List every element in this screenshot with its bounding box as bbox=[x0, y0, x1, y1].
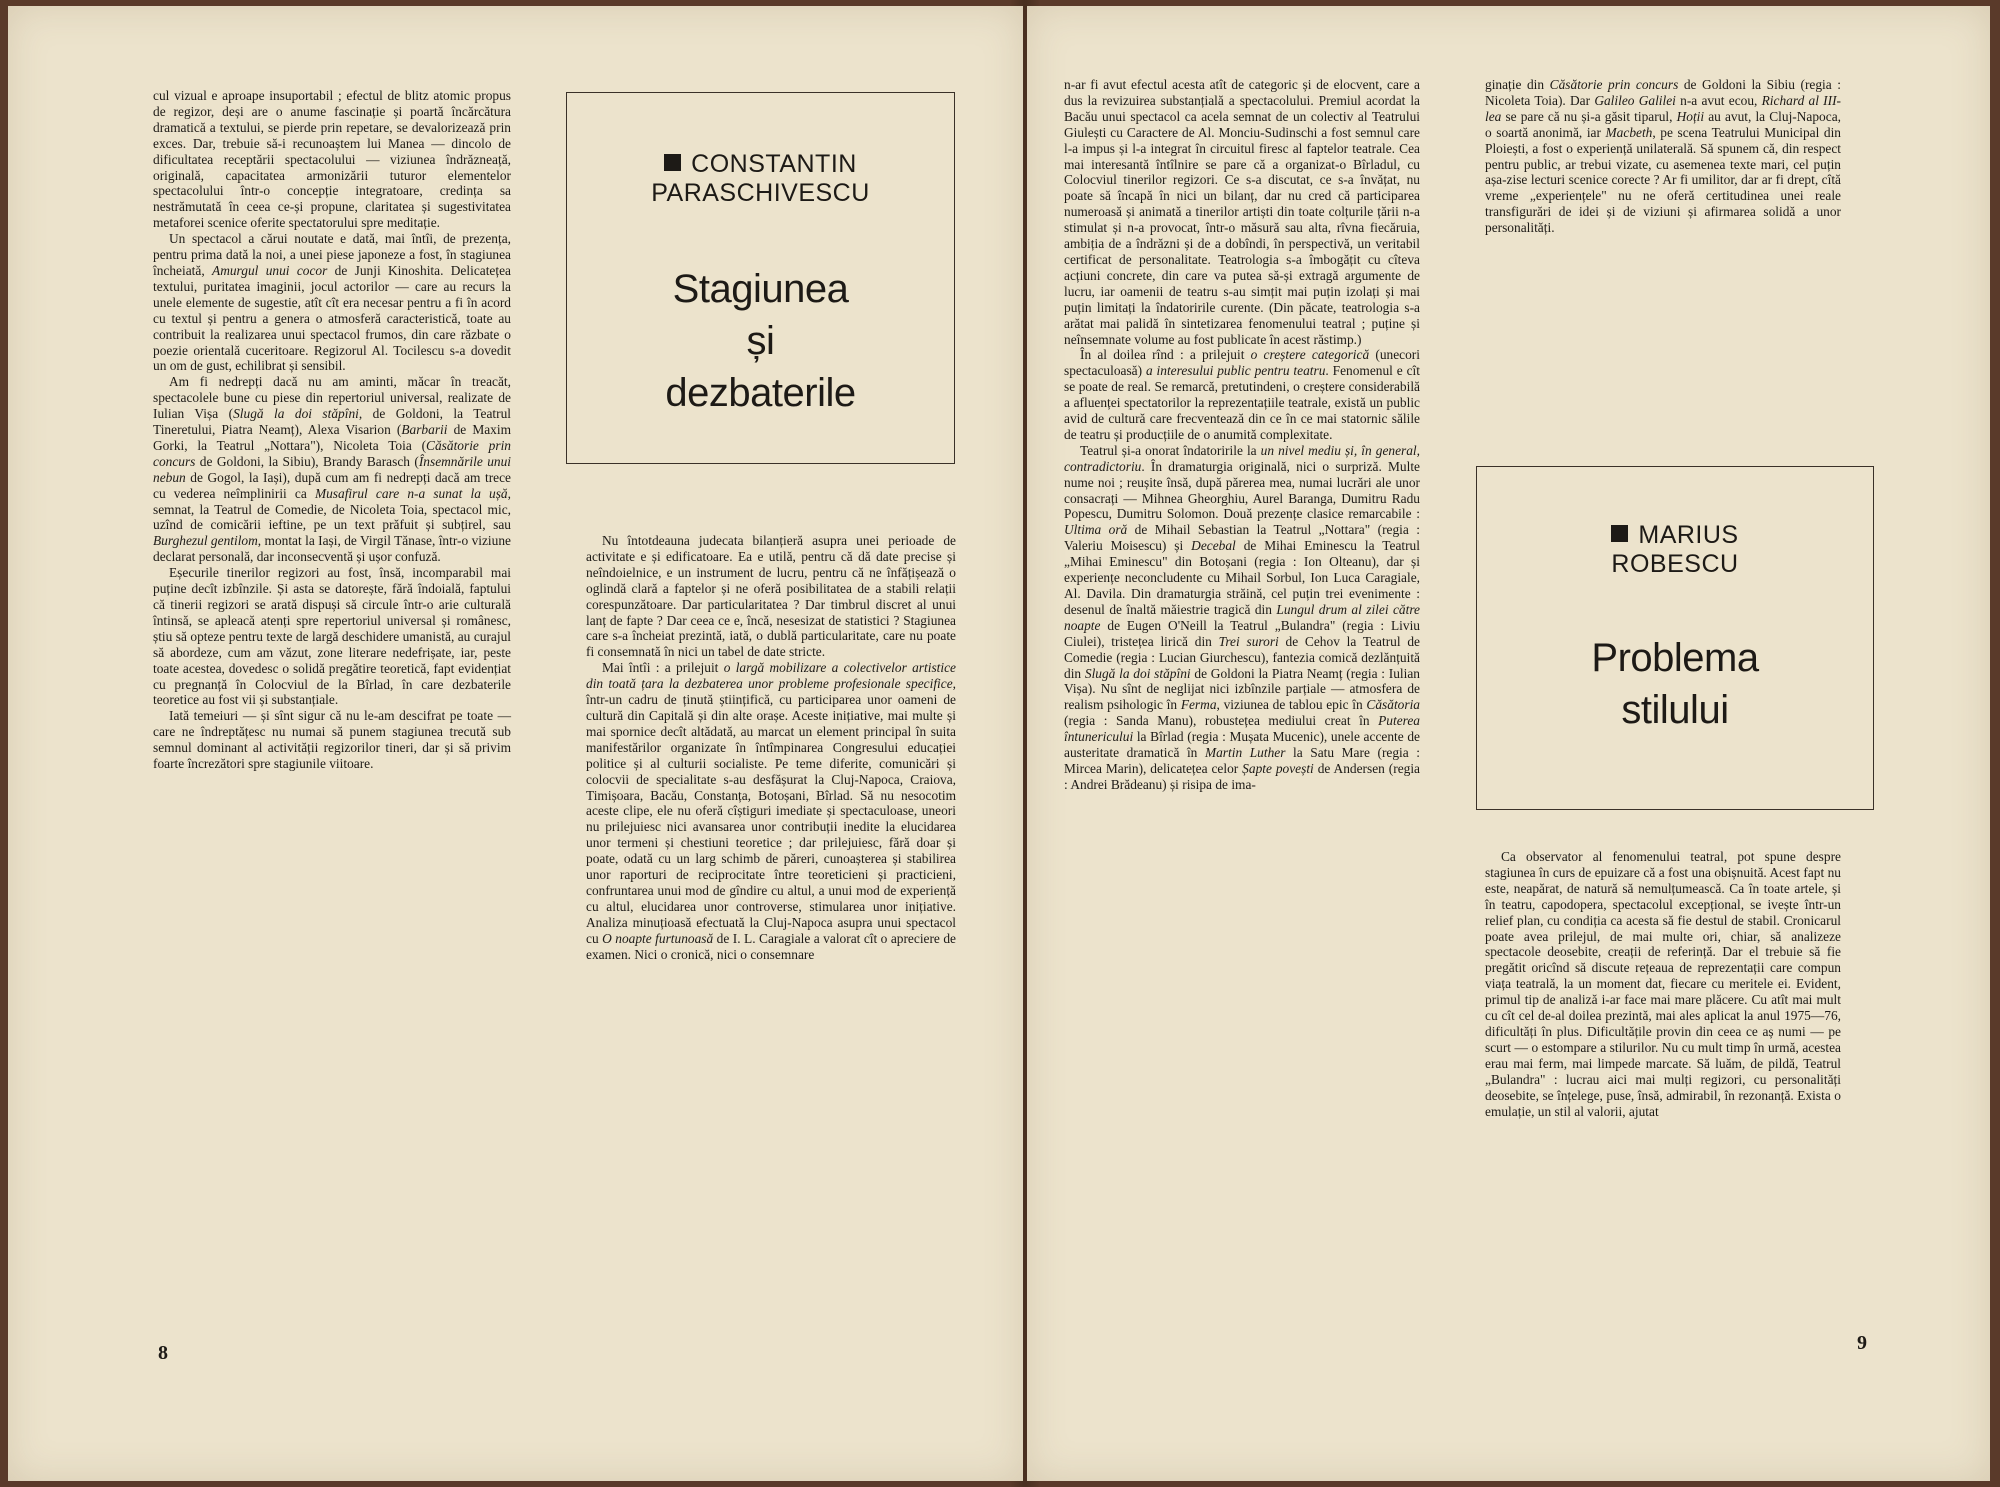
paragraph: cul vizual e aproape insuportabil ; efectul de blitz atomic propus de regizor, deși are o anume fascinație și poartă încărcătura dramatică a textului, se pierde prin repetare, se devalorizează prin exces. Dar, trebuie să-i recunoaștem lui Manea — dincolo de dificultatea receptării spectacolului — viziunea îndrăzneață, originală, capacitatea armonizării tuturor elementelor spectacolului într-o concepție integratoare, credința sa nestrămutată în ceea ce-și propune, claritatea și sugestivitatea metaforei scenice oferite spectatorului spre meditație. bbox=[153, 88, 511, 231]
left-page bbox=[8, 6, 1023, 1481]
page-number: 8 bbox=[158, 1342, 168, 1364]
paragraph: ginație din Căsătorie prin concurs de Goldoni la Sibiu (regia : Nicoleta Toia). Dar Galileo Galilei n-a avut ecou, Richard al III-lea se pare că nu și-a găsit tiparul, Hoții au avut, la Cluj-Napoca, o soartă anonimă, iar Macbeth, pe scena Teatrului Municipal din Ploiești, a fost o experiență unilaterală. Să spunem că, din respect pentru public, ar trebui vizate, cu asemenea texte mari, cel puțin așa-zise lecturi scenice corecte ? Ar fi umilitor, dar ar fi drept, cîtă vreme „experiențele" nu ne oferă certitudinea unei reale transfigurări de idei și de viziuni și afirmarea solidă a unor personalități. bbox=[1485, 77, 1842, 236]
article-author: MARIUS ROBESCU bbox=[1611, 521, 1739, 578]
left-column-2 bbox=[586, 533, 956, 962]
article-title: Stagiunea și dezbaterile bbox=[665, 267, 856, 415]
paragraph: n-ar fi avut efectul acesta atît de categoric și de elocvent, care a dus la revizuirea substanțială a spectacolului. Premiul acordat la Bacău unui spectacol ca acela semnat de un colectiv al Teatrului Giulești cu Caractere de Al. Monciu-Sudinschi a fost semnul care l-a impus și l-a integrat în circuitul firesc al faptelor teatrale. Cea mai interesantă întîlnire se pare că a organizat-o Bîrladul, cu Colocviul tinerilor regizori. Ce s-a discutat, ce s-a învățat, nu poate să încapă în nici un bilanț, dar nu cred că participarea numeroasă și animată a tinerilor artiști din toate colțurile țării n-a stimulat și n-a provocat, într-o măsură sau alta, rîvna fiecăruia, ambiția de a îndrăzni și de a dobîndi, în perspectivă, un veritabil certificat de personalitate. Teatrologia s-a îmbogățit cu cîteva acțiuni concrete, din care va putea să-și extragă argumente de lucru, iar oamenii de teatru s-au simțit mai puțin izolați și mai puțin limitați la îndatoririle curente. (Din păcate, teatrologia s-a arătat mai palidă în sintetizarea fenomenului teatral ; puține și neînsemnate volume au fost publicate în acest răstimp.) bbox=[1064, 77, 1420, 347]
article-title: Problema stilului bbox=[1591, 636, 1759, 732]
bullet-square-icon bbox=[1611, 525, 1628, 542]
paragraph: Iată temeiuri — și sînt sigur că nu le-am descifrat pe toate — care ne îndreptățesc nu numai să punem stagiunea trecută sub semnul dominant al activității regizorilor tineri, dar și să privim foarte încrezători spre stagiunile viitoare. bbox=[153, 708, 511, 772]
paragraph: Am fi nedrepți dacă nu am aminti, măcar în treacăt, spectacolele bune cu piese din repertoriul universal, realizate de Iulian Vișa (Slugă la doi stăpîni, de Goldoni, la Teatrul Tineretului, Piatra Neamț), Alexa Visarion (Barbarii de Maxim Gorki, la Teatrul „Nottara"), Nicoleta Toia (Căsătorie prin concurs de Goldoni, la Sibiu), Brandy Barasch (Însemnările unui nebun de Gogol, la Iași), după cum am fi nedrepți dacă am trece cu vederea neîmplinirii ca Musafirul care n-a sunat la ușă, semnat, la Teatrul de Comedie, de Nicoleta Toia, spectacol mic, uzînd de comicării ieftine, pe un text prăfuit și subțirel, sau Burghezul gentilom, montat la Iași, de Virgil Tănase, într-o viziune declarat personală, dar inconsecventă și ușor confuză. bbox=[153, 374, 512, 565]
paragraph: Eșecurile tinerilor regizori au fost, însă, incomparabil mai puține decît izbînzile. Și asta se datorește, fără îndoială, faptului că tinerii regizori se arată dispuși să circule într-o arie culturală întinsă, se apleacă atenți spre repertoriul universal și românesc, știu să opteze pentru texte de largă deschidere umanistă, au curajul să abordeze, cum am văzut, zone literare nedefrișate, iar, peste toate acestea, dovedesc o solidă pregătire teoretică, fapt evidențiat cu pregnanță în Colocviul de la Bîrlad, în care dezbaterile teoretice au fost vii și substanțiale. bbox=[153, 565, 511, 708]
right-column-2-top bbox=[1485, 77, 1841, 236]
page-number: 9 bbox=[1857, 1332, 1867, 1354]
paragraph: Un spectacol a cărui noutate e dată, mai întîi, de prezența, pentru prima dată la noi, a unei piese japoneze a fost, în stagiunea încheiată, Amurgul unui cocor de Junji Kinoshita. Delicatețea textului, puritatea imaginii, jocul actorilor — care au recurs la unele elemente de sugestie, atît cît era necesar pentru a fi în acord cu textul și pentru a genera o atmosferă caracteristică, toate au contribuit la realizarea unui spectacol frumos, din care răzbate o poezie orientală cuceritoare. Regizorul Al. Tocilescu s-a dovedit un om de gust, echilibrat și sensibil. bbox=[153, 231, 511, 374]
paragraph: Mai întîi : a prilejuit o largă mobilizare a colectivelor artistice din toată țara la dezbaterea unor probleme profesionale specifice, într-un cadru de ținută științifică, cu participarea unor oameni de cultură din Capitală și din alte orașe. Aceste inițiative, mai multe și mai spornice decît altădată, au marcat un element principal în suita manifestărilor organizate în întîmpinarea Congresului educației politice și al culturii socialiste. Pe teme diferite, comunicări și colocvii de specialitate s-au desfășurat la Cluj-Napoca, Craiova, Timișoara, Bacău, Constanța, Botoșani, Bîrlad. Să nu nesocotim aceste clipe, ele nu oferă cîștiguri imediate și spectaculoase, uneori nu prilejuiesc nici avansarea unor contribuții inedite la elucidarea unor termeni și chestiuni teoretice ; dar prilejuiesc, fără doar și poate, odată cu un larg schimb de păreri, cunoașterea și stabilirea unor raporturi de reciprocitate între teoreticieni și practicieni, confruntarea unui mod de gîndire cu altul, a unui mod de experiență cu altul, elucidarea unor controverse, stimularea unor inițiative. Analiza minuțioasă efectuată la Cluj-Napoca asupra unui spectacol cu O noapte furtunoasă de I. L. Caragiale a valorat cît o apreciere de examen. Nici o cronică, nici o consemnare bbox=[586, 660, 956, 962]
bullet-square-icon bbox=[664, 154, 681, 171]
right-column-1 bbox=[1064, 77, 1420, 793]
right-column-2-bottom bbox=[1485, 849, 1841, 1119]
article-header-box bbox=[566, 92, 955, 464]
paragraph: Teatrul și-a onorat îndatoririle la un nivel mediu și, în general, contradictoriu. În dramaturgia originală, nici o surpriză. Multe nume noi ; reușite însă, după părerea mea, numai lucrări ale unor consacrați — Mihnea Gheorghiu, Aurel Baranga, Dumitru Radu Popescu, Dumitru Solomon. Două prezențe clasice remarcabile : Ultima oră de Mihail Sebastian la Teatrul „Nottara" (regia : Valeriu Moisescu) și Decebal de Mihai Eminescu la Teatrul „Mihai Eminescu" din Botoșani (regia : Ion Olteanu), dar și experiențe neconcludente cu Mihail Sorbul, Ion Luca Caragiale, Al. Davila. Din dramaturgia străină, cel puțin trei evenimente : desenul de înaltă măiestrie tragică din Lungul drum al zilei către noapte de Eugen O'Neill la Teatrul „Bulandra" (regia : Liviu Ciulei), tristețea lirică din Trei surori de Cehov la Teatrul de Comedie (regia : Lucian Giurchescu), fantezia comică dezlănțuită din Slugă la doi stăpîni de Goldoni la Piatra Neamț (regia : Iulian Vișa). Nu sînt de neglijat nici izbînzile parțiale — atmosfera de realism psihologic în Ferma, viziunea de tablou epic în Căsătoria (regia : Sanda Manu), robustețea mediului creat în Puterea întunericului la Bîrlad (regia : Mușata Mucenic), unele accente de austeritate dramatică în Martin Luther la Satu Mare (regia : Mircea Marin), delicatețea celor Șapte povești de Andersen (regia : Andrei Brădeanu) și risipa de ima- bbox=[1064, 442, 1421, 792]
left-column-1 bbox=[153, 88, 511, 772]
right-page bbox=[1027, 6, 1990, 1481]
article-header-box bbox=[1476, 466, 1874, 810]
paragraph: În al doilea rînd : a prilejuit o creștere categorică (unecori spectaculoasă) a interesului public pentru teatru. Fenomenul e cît se poate de real. Se remarcă, pretutindeni, o creștere considerabilă a afluenței spectatorilor la reprezentațiile teatrale, există un public avid de cultură care frecventează din ce în ce mai statornic sălile de teatru și producțiile de o anumită complexitate. bbox=[1064, 347, 1420, 442]
article-author: CONSTANTIN PARASCHIVESCU bbox=[651, 150, 870, 207]
paragraph: Nu întotdeauna judecata bilanțieră asupra unei perioade de activitate e și edificatoare. Ea e utilă, pentru că dă date precise și neîndoielnice, e un instrument de lucru, pentru că ne înfățișează o oglindă clară a faptelor și ne oferă posibilitatea de a stabili relații corespunzătoare. Dar particularitatea ? Dar timbrul discret al unui lanț de fapte ? Dar ceea ce e, încă, nesesizat de statistici ? Stagiunea care s-a încheiat prezintă, iată, o dublă particularitate, care nu poate fi consemnată în nici un tabel de date stricte. bbox=[586, 533, 956, 660]
paragraph: Ca observator al fenomenului teatral, pot spune despre stagiunea în curs de epuizare că a fost una obișnuită. Acest fapt nu este, neapărat, de natură să nemulțumească. Ca în toate artele, și în teatru, capodopera, spectacolul excepțional, se ivește într-un relief plan, cu condiția ca acesta să fie destul de stabil. Cronicarul poate avea prilejul, de mai multe ori, chiar, să analizeze spectacole deosebite, creații de referință. Dar el trebuie să fie pregătit oricînd să discute rețeaua de reprezentații care compun viața teatrală, la un moment dat, fiecare cu meritele ei. Evident, primul tip de analiză i-ar face mai mare plăcere. Cu atît mai mult cu cît cel de-al doilea prezintă, mai ales aplicat la anul 1975—76, dificultăți în plus. Dificultățile provin din ceea ce aș numi — pe scurt — o estompare a stilurilor. Nu cu mult timp în urmă, acestea erau mai ferm, mai limpede marcate. Să luăm, de pildă, Teatrul „Bulandra" : lucrau aici mai mulți regizori, cu personalități deosebite, se înțelege, puse, însă, admirabil, în rezonanță. Exista o emulație, un stil al valorii, ajutat bbox=[1485, 849, 1841, 1119]
